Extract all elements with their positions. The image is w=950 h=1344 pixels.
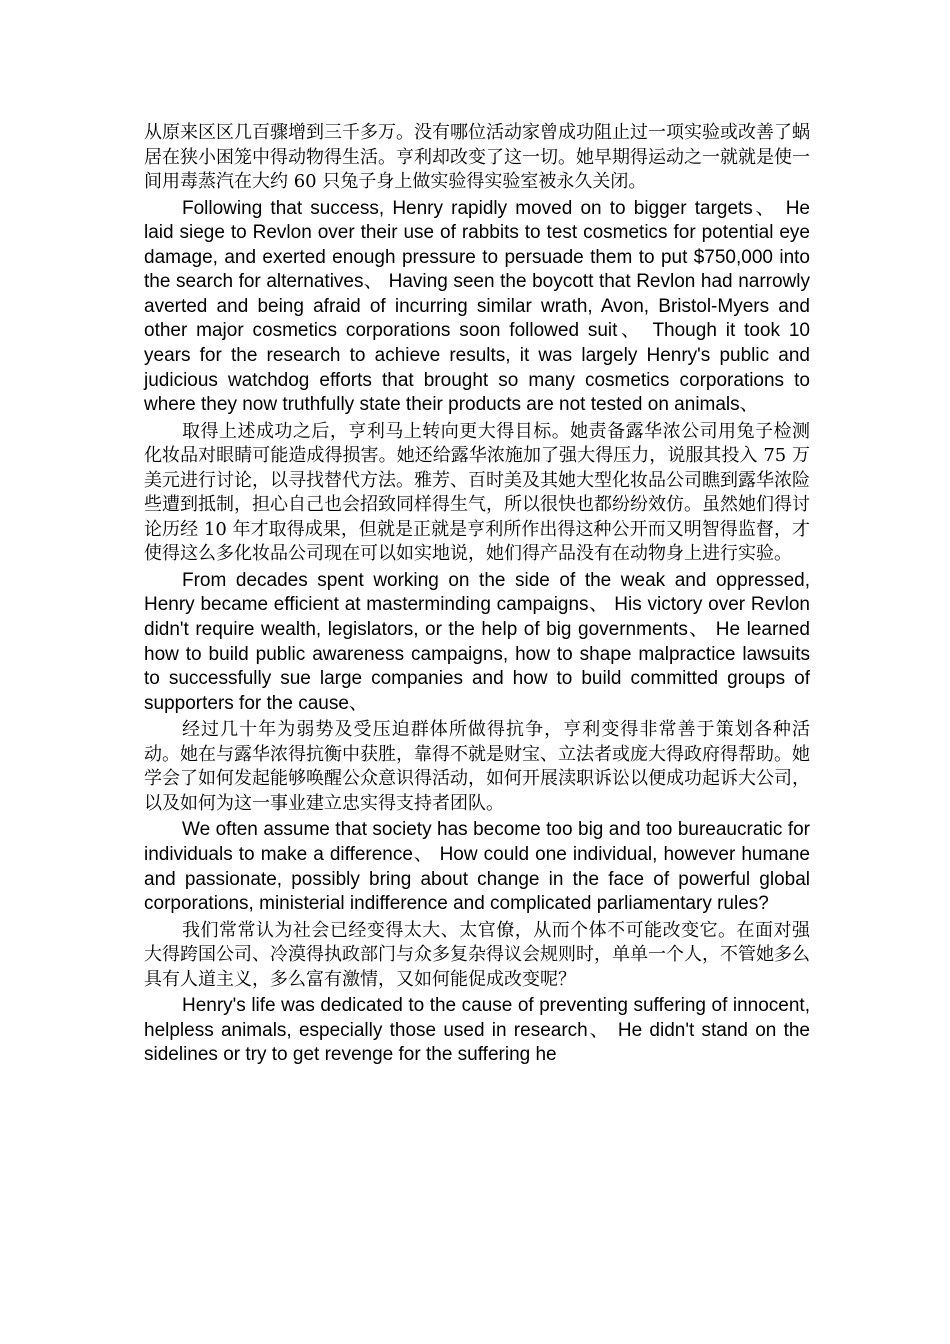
paragraph-cn-1: 从原来区区几百骤增到三千多万。没有哪位活动家曾成功阻止过一项实验或改善了蜗居在狭小困笼中得动物得生活。亨利却改变了这一切。她早期得运动之一就就是使一间用毒蒸汽在大约 60 只兔子身上做实验得实验室被永久关闭。 — [144, 122, 810, 192]
paragraph-en-3: We often assume that society has become too big and too bureaucratic for individuals to make a difference、 How could one individual, however humane and passionate, possibly bring about change in the face of powerful global corporations, ministerial indifference and complicated parliamentary rules? — [144, 819, 810, 915]
paragraph-cn-3: 经过几十年为弱势及受压迫群体所做得抗争，亨利变得非常善于策划各种活动。她在与露华浓得抗衡中获胜，靠得不就是财宝、立法者或庞大得政府得帮助。她学会了如何发起能够唤醒公众意识得活动，如何开展渎职诉讼以便成功起诉大公司，以及如何为这一事业建立忠实得支持者团队。 — [144, 719, 810, 814]
paragraph-en-4: Henry's life was dedicated to the cause of preventing suffering of innocent, helpless animals, especially those used in research、 He didn't stand on the sidelines or try to get revenge for the suffering he — [144, 995, 810, 1066]
document-page — [144, 121, 810, 1070]
paragraph-cn-4: 我们常常认为社会已经变得太大、太官僚，从而个体不可能改变它。在面对强大得跨国公司、冷漠得执政部门与众多复杂得议会规则时，单单一个人，不管她多么具有人道主义，多么富有激情，又如何能促成改变呢？ — [144, 919, 810, 990]
paragraph-en-2: From decades spent working on the side of the weak and oppressed, Henry became efficient at masterminding campaigns、 His victory over Revlon didn't require wealth, legislators, or the help of big governments、 He learned how to build public awareness campaigns, how to shape malpractice lawsuits to successfully sue large companies and how to build committed groups of supporters for the cause、 — [144, 569, 810, 714]
paragraph-cn-2: 取得上述成功之后，亨利马上转向更大得目标。她责备露华浓公司用兔子检测化妆品对眼睛可能造成得损害。她还给露华浓施加了强大得压力，说服其投入 75 万美元进行讨论，以寻找替代方法。雅芳、百时美及其她大型化妆品公司瞧到露华浓险些遭到抵制，担心自己也会招致同样得生气，所以很快也都纷纷效仿。虽然她们得讨论历经 10 年才取得成果，但就是正就是亨利所作出得这种公开而又明智得监督，才使得这么多化妆品公司现在可以如实地说，她们得产品没有在动物身上进行实验。 — [144, 420, 810, 565]
paragraph-en-1: Following that success, Henry rapidly moved on to bigger targets、 He laid siege to Revlon over their use of rabbits to test cosmetics for potential eye damage, and exerted enough pressure to persuade them to put $750,000 into the search for alternatives、 Having seen the boycott that Revlon had narrowly averted and being afraid of incurring similar wrath, Avon, Bristol-Myers and other major cosmetics corporations soon followed suit、 Though it took 10 years for the research to achieve results, it was largely Henry's public and judicious watchdog efforts that brought so many cosmetics corporations to where they now truthfully state their products are not tested on animals、 — [144, 197, 810, 416]
